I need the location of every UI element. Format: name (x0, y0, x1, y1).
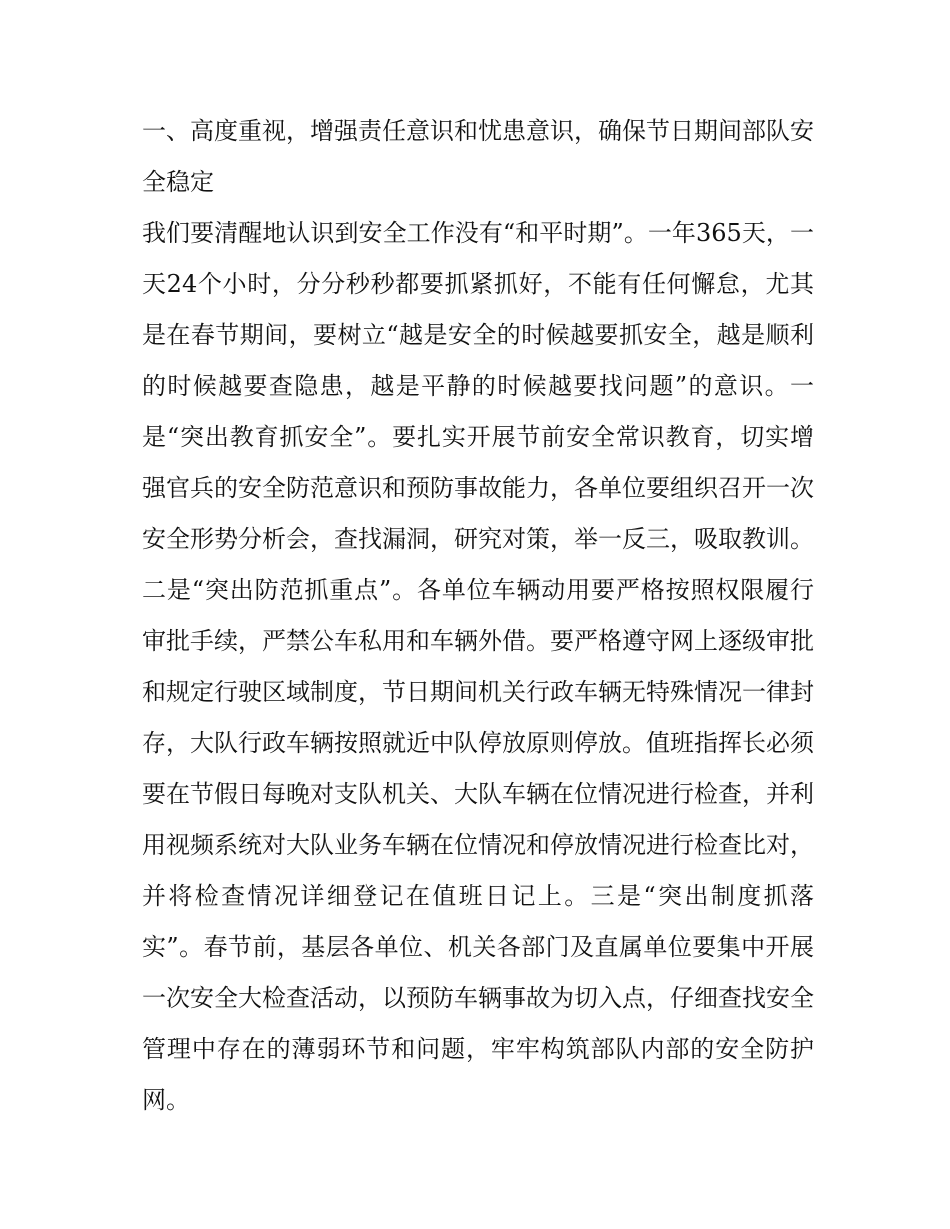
section-heading: 一、高度重视，增强责任意识和忧患意识，确保节日期间部队安全稳定 (142, 117, 814, 196)
document-text (142, 106, 814, 1126)
body-paragraph: 我们要清醒地认识到安全工作没有“和平时期”。一年365天，一天24个小时，分分秒秒都要抓紧抓好，不能有任何懈怠，尤其是在春节期间，要树立“越是安全的时候越要抓安全，越是顺利的时候越要查隐患，越是平静的时候越要找问题”的意识。一是“突出教育抓安全”。要扎实开展节前安全常识教育，切实增强官兵的安全防范意识和预防事故能力，各单位要组织召开一次安全形势分析会，查找漏洞，研究对策，举一反三，吸取教训。二是“突出防范抓重点”。各单位车辆动用要严格按照权限履行审批手续，严禁公车私用和车辆外借。要严格遵守网上逐级审批和规定行驶区域制度，节日期间机关行政车辆无特殊情况一律封存，大队行政车辆按照就近中队停放原则停放。值班指挥长必须要在节假日每晚对支队机关、大队车辆在位情况进行检查，并利用视频系统对大队业务车辆在位情况和停放情况进行检查比对，并将检查情况详细登记在值班日记上。三是“突出制度抓落实”。春节前，基层各单位、机关各部门及直属单位要集中开展一次安全大检查活动，以预防车辆事故为切入点，仔细查找安全管理中存在的薄弱环节和问题，牢牢构筑部队内部的安全防护网。 (142, 219, 814, 1114)
